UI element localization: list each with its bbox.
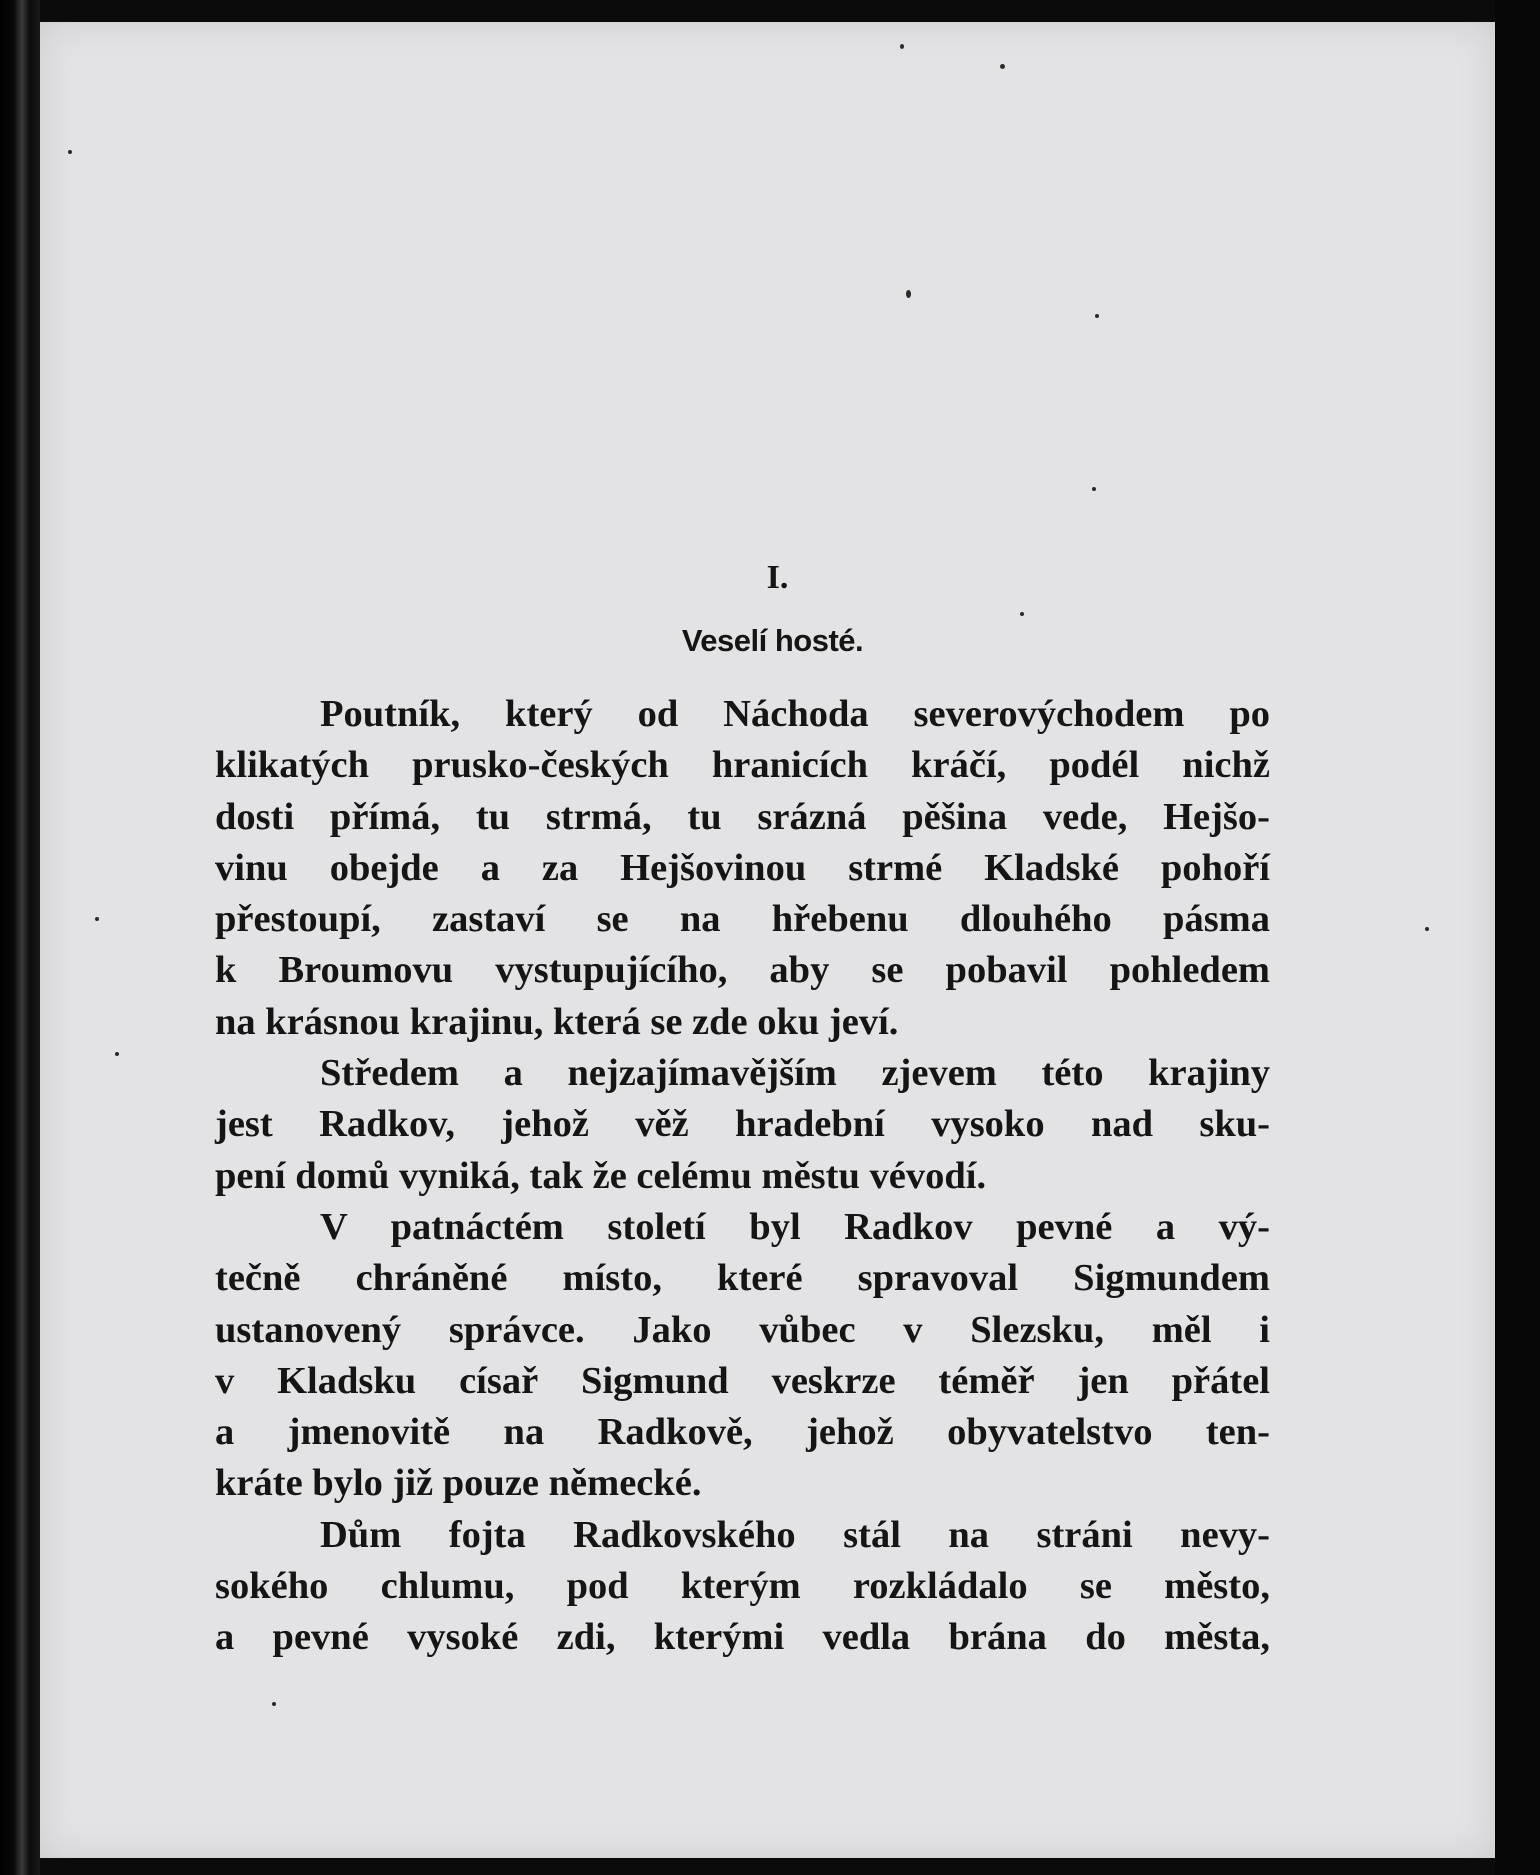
text-line: tečně chráněné místo, které spravoval Sigmundem (215, 1257, 1270, 1300)
text-line: v Kladsku císař Sigmund veskrze téměř jen přátel (215, 1359, 1270, 1402)
text-line: přestoupí, zastaví se na hřebenu dlouhého pásma (215, 898, 1270, 941)
text-line: Poutník, který od Náchoda severovýchodem po (320, 693, 1270, 735)
text-line: vinu obejde a za Hejšovinou strmé Kladské pohoří (215, 846, 1270, 889)
text-line: na krásnou krajinu, která se zde oku jeví. (215, 1000, 899, 1043)
text-line: k Broumovu vystupujícího, aby se pobavil pohledem (215, 949, 1270, 992)
print-speck (900, 44, 904, 49)
chapter-title: Veselí hosté. (681, 623, 864, 658)
text-line: a jmenovitě na Radkově, jehož obyvatelstvo ten- (215, 1411, 1270, 1454)
paragraph (215, 1510, 1270, 1664)
text-line: dosti přímá, tu strmá, tu srázná pěšina vede, Hejšo- (215, 795, 1270, 838)
chapter-number: I. (766, 559, 789, 596)
print-speck (68, 150, 72, 154)
print-speck (272, 1702, 276, 1706)
text-line: sokého chlumu, pod kterým rozkládalo se město, (215, 1565, 1270, 1608)
text-line: klikatých prusko-českých hranicích kráčí, podél nichž (215, 744, 1270, 787)
paragraph (215, 689, 1270, 1048)
text-line: Středem a nejzajímavějším zjevem této krajiny (320, 1052, 1270, 1095)
print-speck (1095, 314, 1099, 318)
print-speck (906, 290, 911, 298)
text-line: a pevné vysoké zdi, kterými vedla brána do města, (215, 1616, 1270, 1659)
text-line: kráte bylo již pouze německé. (215, 1462, 702, 1505)
text-line: Dům fojta Radkovského stál na stráni nevy- (320, 1513, 1270, 1556)
print-speck (1000, 64, 1005, 69)
print-speck (1425, 927, 1429, 931)
paragraph (215, 1202, 1270, 1510)
text-line: pení domů vyniká, tak že celému městu vévodí. (215, 1154, 987, 1197)
print-speck (95, 917, 99, 921)
text-line: V patnáctém století byl Radkov pevné a vý- (320, 1205, 1270, 1248)
print-speck (115, 1052, 119, 1056)
text-line: jest Radkov, jehož věž hradební vysoko nad sku- (215, 1103, 1270, 1146)
paragraph (215, 1048, 1270, 1202)
text-line: ustanovený správce. Jako vůbec v Slezsku, měl i (215, 1308, 1270, 1351)
page-edge-shadow (1495, 0, 1540, 1875)
book-binding-shadow (0, 0, 40, 1875)
chapter-text (215, 555, 1270, 1664)
print-speck (1092, 487, 1096, 491)
